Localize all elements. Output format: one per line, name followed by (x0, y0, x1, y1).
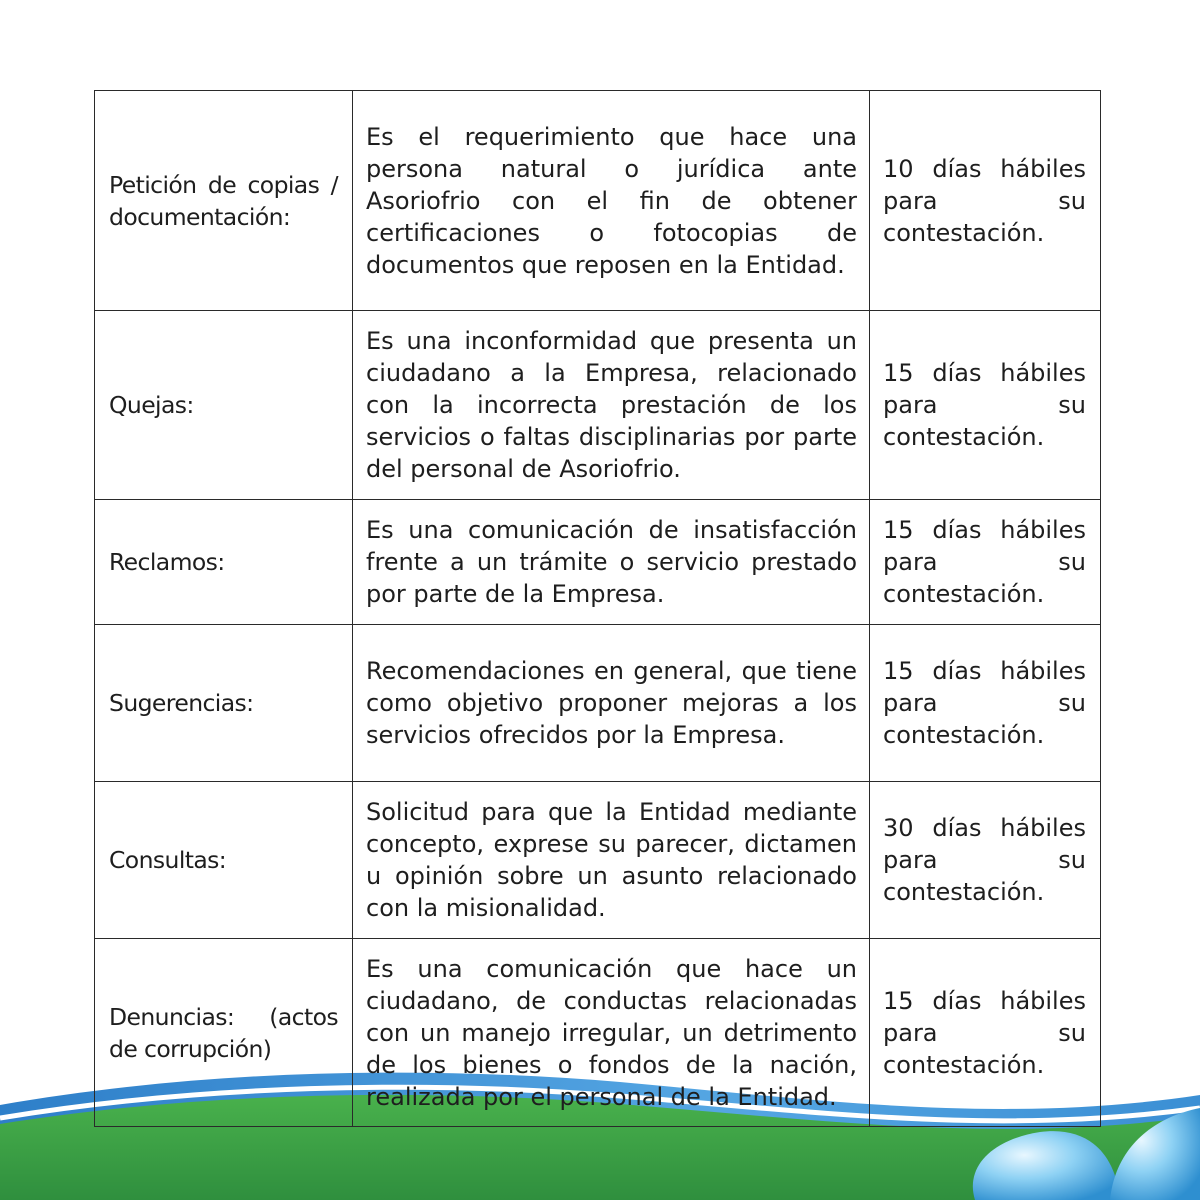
table-row (95, 782, 1101, 939)
request-description-cell: Es una comunicación de insatisfacción frente a un trámite o servicio prestado por parte de la Empresa. (353, 500, 870, 625)
request-description-cell: Recomendaciones en general, que tiene como objetivo proponer mejoras a los servicios ofrecidos por la Empresa. (353, 625, 870, 782)
response-contestacion: contestación. (883, 721, 1045, 749)
table-row (95, 939, 1101, 1127)
response-contestacion: contestación. (883, 423, 1045, 451)
response-contestacion: contestación. (883, 580, 1045, 608)
response-time-cell (870, 91, 1101, 311)
response-time-cell (870, 782, 1101, 939)
request-types-table (94, 90, 1101, 1127)
response-contestacion: contestación. (883, 1050, 1045, 1079)
response-time-cell (870, 625, 1101, 782)
response-days: 15 días hábiles (883, 657, 1086, 685)
request-type-cell: Consultas: (95, 782, 353, 939)
table-row (95, 500, 1101, 625)
response-para-su: para su (883, 391, 1086, 419)
response-days: 10 días hábiles (883, 154, 1086, 183)
response-para-su: para su (883, 1018, 1086, 1047)
response-para-su: para su (883, 689, 1086, 717)
request-type-cell: Quejas: (95, 311, 353, 500)
response-para-su: para su (883, 846, 1086, 874)
response-para-su: para su (883, 186, 1086, 215)
table-row (95, 91, 1101, 311)
response-days: 15 días hábiles (883, 516, 1086, 544)
request-type-cell: Petición de copias / documentación: (95, 91, 353, 311)
response-days: 15 días hábiles (883, 359, 1086, 387)
request-description-cell: Es una comunicación que hace un ciudadano, de conductas relacionadas con un manejo irregular, un detrimento de los bienes o fondos de la nación, realizada por el personal de la Entidad. (353, 939, 870, 1127)
response-contestacion: contestación. (883, 878, 1045, 906)
request-type-cell: Sugerencias: (95, 625, 353, 782)
response-time-cell (870, 500, 1101, 625)
table-row (95, 625, 1101, 782)
response-time-cell (870, 939, 1101, 1127)
response-para-su: para su (883, 548, 1086, 576)
request-description-cell: Es una inconformidad que presenta un ciudadano a la Empresa, relacionado con la incorrecta prestación de los servicios o faltas disciplinarias por parte del personal de Asoriofrio. (353, 311, 870, 500)
request-description-cell: Es el requerimiento que hace una persona natural o jurídica ante Asoriofrio con el fin de obtener certificaciones o fotocopias de documentos que reposen en la Entidad. (353, 91, 870, 311)
request-description-cell: Solicitud para que la Entidad mediante concepto, exprese su parecer, dictamen u opinión sobre un asunto relacionado con la misionalidad. (353, 782, 870, 939)
response-time-cell (870, 311, 1101, 500)
response-days: 30 días hábiles (883, 814, 1086, 842)
table-row (95, 311, 1101, 500)
request-type-cell: Denuncias: (actos de corrupción) (95, 939, 353, 1127)
response-contestacion: contestación. (883, 218, 1045, 247)
request-type-cell: Reclamos: (95, 500, 353, 625)
response-days: 15 días hábiles (883, 986, 1086, 1015)
